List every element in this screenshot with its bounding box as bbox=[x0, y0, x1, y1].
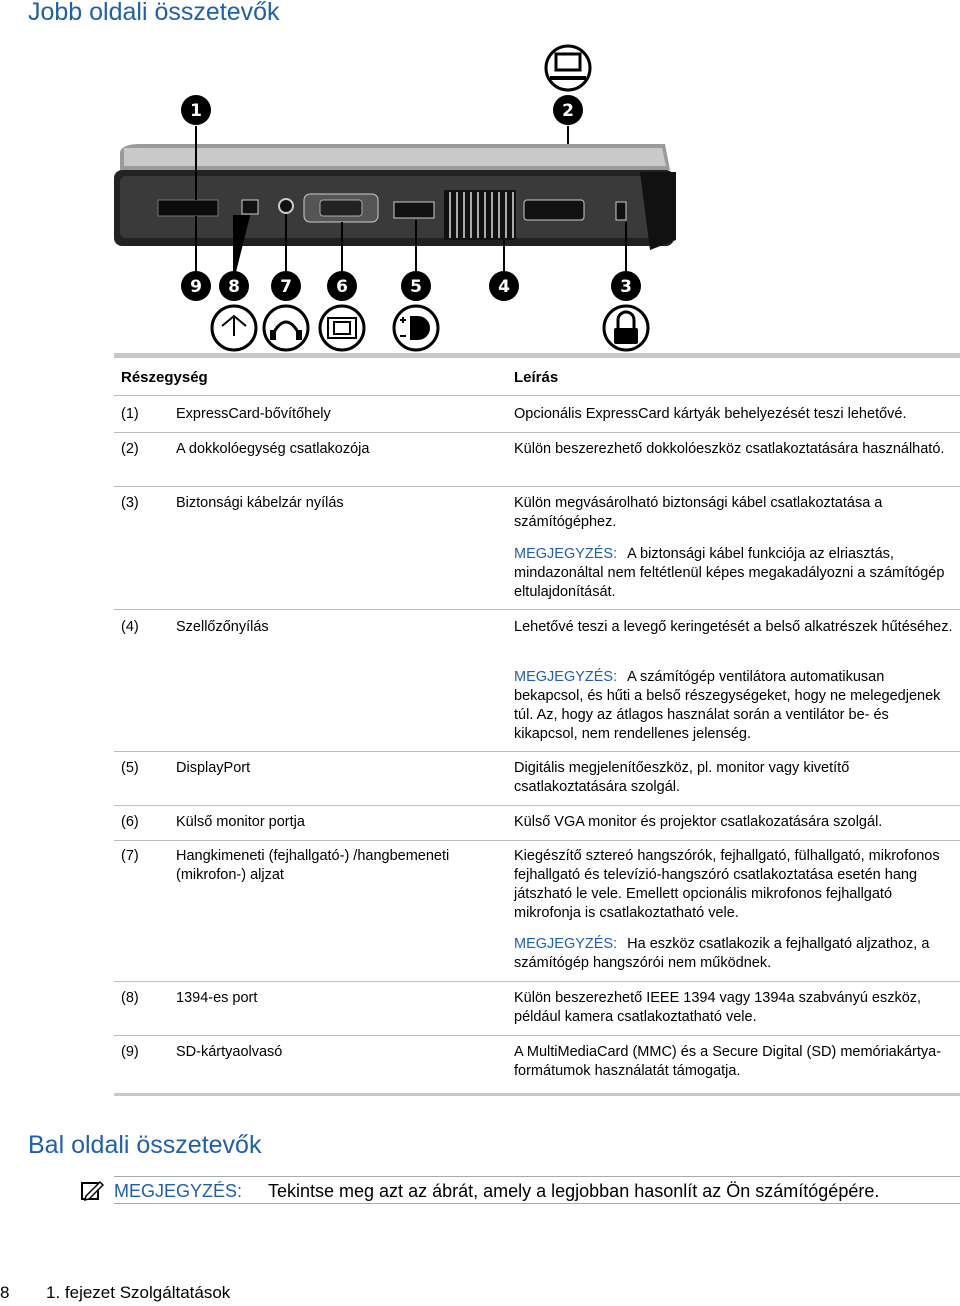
note-row-7 bbox=[514, 935, 954, 973]
note-pencil-icon bbox=[80, 1180, 104, 1202]
row-rule bbox=[114, 1035, 960, 1036]
row-component: ExpressCard-bővítőhely bbox=[176, 406, 331, 422]
note-label: MEGJEGYZÉS: bbox=[514, 546, 618, 562]
callout-4: 4 bbox=[498, 277, 510, 297]
row-number: (4) bbox=[121, 619, 139, 635]
note-label: MEGJEGYZÉS: bbox=[514, 669, 618, 685]
note-label: MEGJEGYZÉS: bbox=[514, 936, 618, 952]
monitor-port-icon bbox=[320, 306, 364, 350]
page-title-right-components: Jobb oldali összetevők bbox=[28, 0, 280, 26]
page-title-left-components: Bal oldali összetevők bbox=[28, 1131, 262, 1159]
row-description: Kiegészítő sztereó hangszórók, fejhallgató, fülhallgató, mikrofonos fejhallgató és televízió-hangszóró csatlakoztatása esetén hang játszható le vele. Emellett opcionális mikrofonos fejhallgató mikrofonja is csatlakoztatható vele. bbox=[514, 848, 940, 921]
row-component: SD-kártyaolvasó bbox=[176, 1044, 283, 1060]
row-description: A MultiMediaCard (MMC) és a Secure Digital (SD) memóriakártya-formátumok használatát támogatja. bbox=[514, 1044, 942, 1079]
row-number: (5) bbox=[121, 760, 139, 776]
callout-2: 2 bbox=[562, 101, 574, 121]
docking-connector-icon bbox=[546, 46, 590, 90]
laptop-right-side-illustration bbox=[110, 40, 690, 360]
row-component: DisplayPort bbox=[176, 760, 251, 776]
row-number: (7) bbox=[121, 848, 139, 864]
row-rule bbox=[114, 805, 960, 806]
row-rule bbox=[114, 981, 960, 982]
row-description: Digitális megjelenítőeszköz, pl. monitor vagy kivetítő csatlakoztatására szolgál. bbox=[514, 760, 850, 795]
row-rule bbox=[114, 486, 960, 487]
row-description: Külön beszerezhető IEEE 1394 vagy 1394a szabványú eszköz, például kamera csatlakoztatható vele. bbox=[514, 990, 922, 1025]
note-label: MEGJEGYZÉS: bbox=[114, 1181, 243, 1201]
callout-1: 1 bbox=[190, 101, 202, 121]
row-rule bbox=[114, 840, 960, 841]
note-rule-bottom bbox=[114, 1203, 960, 1204]
note-row-3 bbox=[514, 545, 954, 602]
row-rule bbox=[114, 432, 960, 433]
table-header-rule bbox=[114, 395, 960, 396]
note-text: A számítógép ventilátora automatikusan bekapcsol, és hűti a belső részegységeket, hogy ne melegedjenek túl. Az, hogy az átlagos használat során a ventilátor be- és kikapcsol, nem rendellenes jelenség. bbox=[514, 669, 941, 742]
row-number: (6) bbox=[121, 814, 139, 830]
row-number: (2) bbox=[121, 441, 139, 457]
vent-grille bbox=[444, 190, 516, 240]
row-description: Külön megvásárolható biztonsági kábel csatlakoztatása a számítógéphez. bbox=[514, 495, 883, 530]
row-component: Hangkimeneti (fejhallgató-) /hangbemeneti (mikrofon-) aljzat bbox=[176, 848, 450, 883]
callout-6: 6 bbox=[336, 277, 348, 297]
callout-9: 9 bbox=[190, 277, 202, 297]
note-text: Tekintse meg azt az ábrát, amely a legjobban hasonlít az Ön számítógépére. bbox=[268, 1181, 880, 1201]
note-text: Ha eszköz csatlakozik a fejhallgató aljzathoz, a számítógép hangszórói nem működnek. bbox=[514, 936, 930, 971]
row-number: (8) bbox=[121, 990, 139, 1006]
row-rule bbox=[114, 751, 960, 752]
table-header-component: Részegység bbox=[121, 369, 208, 386]
note-row-4 bbox=[514, 668, 954, 744]
row-number: (3) bbox=[121, 495, 139, 511]
row-component: 1394-es port bbox=[176, 990, 258, 1006]
callout-7: 7 bbox=[280, 277, 292, 297]
table-bottom-rule bbox=[114, 1093, 960, 1096]
row-description: Külső VGA monitor és projektor csatlakozatására szolgál. bbox=[514, 814, 883, 830]
row-description: Lehetővé teszi a levegő keringetését a belső alkatrészek hűtéséhez. bbox=[514, 619, 953, 635]
chapter-title: 1. fejezet Szolgáltatások bbox=[46, 1283, 231, 1302]
note-rule-top bbox=[114, 1176, 960, 1177]
page-number: 8 bbox=[0, 1283, 10, 1302]
row-component: Külső monitor portja bbox=[176, 814, 305, 830]
headphone-icon bbox=[264, 306, 308, 350]
row-number: (1) bbox=[121, 406, 139, 422]
row-description: Külön beszerezhető dokkolóeszköz csatlakoztatására használható. bbox=[514, 441, 945, 457]
table-top-rule bbox=[114, 353, 960, 358]
row-description: Opcionális ExpressCard kártyák behelyezését teszi lehetővé. bbox=[514, 406, 907, 422]
note-text: A biztonsági kábel funkciója az elriasztás, mindazonáltal nem feltétlenül képes megakadályozni a számítógép eltulajdonítását. bbox=[514, 546, 945, 600]
table-header-description: Leírás bbox=[514, 369, 559, 386]
row-component: Biztonsági kábelzár nyílás bbox=[176, 495, 344, 511]
row-number: (9) bbox=[121, 1044, 139, 1060]
row-component: Szellőzőnyílás bbox=[176, 619, 269, 635]
callout-8: 8 bbox=[228, 277, 240, 297]
row-component: A dokkolóegység csatlakozója bbox=[176, 441, 370, 457]
callout-3: 3 bbox=[620, 277, 632, 297]
row-rule bbox=[114, 609, 960, 610]
callout-5: 5 bbox=[410, 277, 422, 297]
